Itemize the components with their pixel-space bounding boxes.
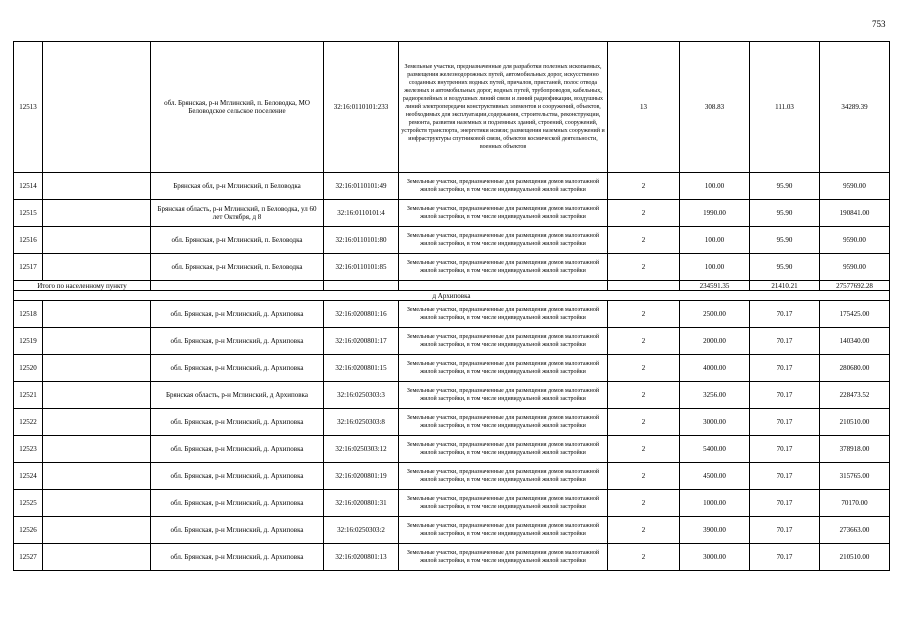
row-number: 12520 bbox=[14, 355, 43, 382]
row-value: 315765.00 bbox=[820, 463, 890, 490]
row-area: 5400.00 bbox=[680, 436, 750, 463]
row-cadastral-number: 32:16:0200801:17 bbox=[324, 328, 399, 355]
row-land-purpose: Земельные участки, предназначенные для размещения домов малоэтажной жилой застройки, в том числе индивидуальной жилой застройки bbox=[399, 409, 608, 436]
row-rate: 70.17 bbox=[750, 517, 820, 544]
table-row bbox=[14, 463, 890, 490]
table-row bbox=[14, 517, 890, 544]
row-number: 12526 bbox=[14, 517, 43, 544]
row-address: обл. Брянская, р-н Мглинский, д. Архиповка bbox=[151, 355, 324, 382]
table-row bbox=[14, 173, 890, 200]
row-number: 12516 bbox=[14, 227, 43, 254]
row-code: 2 bbox=[608, 301, 680, 328]
table-row bbox=[14, 200, 890, 227]
row-blank-cell bbox=[43, 42, 151, 173]
row-land-purpose: Земельные участки, предназначенные для разработки полезных ископаемых, размещения железнодорожных путей, автомобильных дорог, искусственно созданных внутренних водных путей, причалов, пристаней, полос отвода железных и автомобильных дорог, водных путей, трубопроводов, кабельных, радиорелейных и воздушных линий связи и линий радиофикации, воздушных линий электропередачи конструктивных элементов и сооружений, объектов, необходимых для эксплуатации,содержания, строительства, реконструкции, ремонта, развития наземных и подземных зданий, строений, сооружений, устройств транспорта, энергетики исвязи; размещения наземных сооружений и инфраструктуры спутниковой связи, объектов космической деятельности, военных объектов bbox=[399, 42, 608, 173]
row-number: 12513 bbox=[14, 42, 43, 173]
row-rate: 70.17 bbox=[750, 463, 820, 490]
total-blank-cell bbox=[151, 281, 324, 291]
row-value: 9590.00 bbox=[820, 254, 890, 281]
row-rate: 70.17 bbox=[750, 436, 820, 463]
row-cadastral-number: 32:16:0110101:85 bbox=[324, 254, 399, 281]
row-code: 2 bbox=[608, 328, 680, 355]
row-land-purpose: Земельные участки, предназначенные для размещения домов малоэтажной жилой застройки, в том числе индивидуальной жилой застройки bbox=[399, 301, 608, 328]
row-address: обл. Брянская, р-н Мглинский, д. Архиповка bbox=[151, 544, 324, 571]
row-land-purpose: Земельные участки, предназначенные для размещения домов малоэтажной жилой застройки, в том числе индивидуальной жилой застройки bbox=[399, 200, 608, 227]
row-address: обл. Брянская, р-н Мглинский, д. Архиповка bbox=[151, 490, 324, 517]
row-area: 1000.00 bbox=[680, 490, 750, 517]
row-rate: 111.03 bbox=[750, 42, 820, 173]
row-value: 34289.39 bbox=[820, 42, 890, 173]
total-value: 27577692.28 bbox=[820, 281, 890, 291]
row-cadastral-number: 32:16:0200801:16 bbox=[324, 301, 399, 328]
row-number: 12515 bbox=[14, 200, 43, 227]
row-code: 2 bbox=[608, 436, 680, 463]
row-cadastral-number: 32:16:0200801:19 bbox=[324, 463, 399, 490]
table-row bbox=[14, 544, 890, 571]
row-area: 100.00 bbox=[680, 173, 750, 200]
row-cadastral-number: 32:16:0110101:233 bbox=[324, 42, 399, 173]
row-blank-cell bbox=[43, 227, 151, 254]
row-address: обл. Брянская, р-н Мглинский, д. Архиповка bbox=[151, 301, 324, 328]
table-row bbox=[14, 490, 890, 517]
row-cadastral-number: 32:16:0250303:12 bbox=[324, 436, 399, 463]
row-land-purpose: Земельные участки, предназначенные для размещения домов малоэтажной жилой застройки, в том числе индивидуальной жилой застройки bbox=[399, 490, 608, 517]
row-area: 100.00 bbox=[680, 254, 750, 281]
row-address: обл. Брянская, р-н Мглинский, д. Архиповка bbox=[151, 517, 324, 544]
table-row bbox=[14, 301, 890, 328]
row-land-purpose: Земельные участки, предназначенные для размещения домов малоэтажной жилой застройки, в том числе индивидуальной жилой застройки bbox=[399, 227, 608, 254]
row-blank-cell bbox=[43, 544, 151, 571]
row-area: 3000.00 bbox=[680, 544, 750, 571]
total-row bbox=[14, 281, 890, 291]
row-address: обл. Брянская, р-н Мглинский, д. Архиповка bbox=[151, 409, 324, 436]
row-blank-cell bbox=[43, 490, 151, 517]
row-number: 12522 bbox=[14, 409, 43, 436]
table-row bbox=[14, 254, 890, 281]
row-area: 1990.00 bbox=[680, 200, 750, 227]
row-rate: 95.90 bbox=[750, 173, 820, 200]
row-rate: 70.17 bbox=[750, 490, 820, 517]
row-address: обл. Брянская, р-н Мглинский, д. Архиповка bbox=[151, 463, 324, 490]
row-value: 70170.00 bbox=[820, 490, 890, 517]
row-number: 12519 bbox=[14, 328, 43, 355]
row-number: 12523 bbox=[14, 436, 43, 463]
row-rate: 95.90 bbox=[750, 200, 820, 227]
row-value: 9590.00 bbox=[820, 227, 890, 254]
row-cadastral-number: 32:16:0110101:49 bbox=[324, 173, 399, 200]
row-cadastral-number: 32:16:0200801:31 bbox=[324, 490, 399, 517]
row-area: 3900.00 bbox=[680, 517, 750, 544]
total-blank-cell bbox=[399, 281, 608, 291]
row-rate: 70.17 bbox=[750, 301, 820, 328]
row-rate: 70.17 bbox=[750, 328, 820, 355]
row-value: 210510.00 bbox=[820, 544, 890, 571]
row-address: обл. Брянская, р-н Мглинский, п. Беловодка bbox=[151, 254, 324, 281]
row-number: 12521 bbox=[14, 382, 43, 409]
row-cadastral-number: 32:16:0200801:15 bbox=[324, 355, 399, 382]
table-row bbox=[14, 42, 890, 173]
row-address: Брянская область, р-н Мглинский, д Архиповка bbox=[151, 382, 324, 409]
table-row bbox=[14, 328, 890, 355]
row-code: 2 bbox=[608, 409, 680, 436]
table-row bbox=[14, 355, 890, 382]
row-blank-cell bbox=[43, 200, 151, 227]
row-cadastral-number: 32:16:0200801:13 bbox=[324, 544, 399, 571]
row-area: 100.00 bbox=[680, 227, 750, 254]
row-code: 2 bbox=[608, 254, 680, 281]
row-blank-cell bbox=[43, 355, 151, 382]
row-number: 12518 bbox=[14, 301, 43, 328]
row-code: 2 bbox=[608, 173, 680, 200]
page-number: 753 bbox=[872, 19, 886, 29]
row-land-purpose: Земельные участки, предназначенные для размещения домов малоэтажной жилой застройки, в том числе индивидуальной жилой застройки bbox=[399, 173, 608, 200]
row-value: 273663.00 bbox=[820, 517, 890, 544]
row-rate: 70.17 bbox=[750, 355, 820, 382]
row-address: обл. Брянская, р-н Мглинский, д. Архиповка bbox=[151, 436, 324, 463]
table-row bbox=[14, 382, 890, 409]
row-blank-cell bbox=[43, 409, 151, 436]
row-code: 2 bbox=[608, 544, 680, 571]
row-land-purpose: Земельные участки, предназначенные для размещения домов малоэтажной жилой застройки, в том числе индивидуальной жилой застройки bbox=[399, 544, 608, 571]
row-number: 12527 bbox=[14, 544, 43, 571]
row-cadastral-number: 32:16:0250303:8 bbox=[324, 409, 399, 436]
row-number: 12525 bbox=[14, 490, 43, 517]
row-blank-cell bbox=[43, 328, 151, 355]
row-area: 308.83 bbox=[680, 42, 750, 173]
row-code: 2 bbox=[608, 490, 680, 517]
row-land-purpose: Земельные участки, предназначенные для размещения домов малоэтажной жилой застройки, в том числе индивидуальной жилой застройки bbox=[399, 382, 608, 409]
row-area: 4000.00 bbox=[680, 355, 750, 382]
row-cadastral-number: 32:16:0250303:2 bbox=[324, 517, 399, 544]
row-area: 3000.00 bbox=[680, 409, 750, 436]
row-blank-cell bbox=[43, 254, 151, 281]
total-blank-cell bbox=[324, 281, 399, 291]
row-blank-cell bbox=[43, 301, 151, 328]
row-value: 175425.00 bbox=[820, 301, 890, 328]
row-cadastral-number: 32:16:0250303:3 bbox=[324, 382, 399, 409]
row-rate: 70.17 bbox=[750, 382, 820, 409]
total-rate: 21410.21 bbox=[750, 281, 820, 291]
row-code: 2 bbox=[608, 200, 680, 227]
settlement-name: д Архиповка bbox=[14, 291, 890, 301]
row-code: 2 bbox=[608, 355, 680, 382]
row-rate: 95.90 bbox=[750, 227, 820, 254]
row-address: обл. Брянская, р-н Мглинский, п. Беловодка bbox=[151, 227, 324, 254]
row-address: Брянская обл, р-н Мглинский, п Беловодка bbox=[151, 173, 324, 200]
row-address: обл. Брянская, р-н Мглинский, д. Архиповка bbox=[151, 328, 324, 355]
row-rate: 95.90 bbox=[750, 254, 820, 281]
row-number: 12524 bbox=[14, 463, 43, 490]
row-code: 2 bbox=[608, 517, 680, 544]
total-label: Итого по населенному пункту bbox=[14, 281, 151, 291]
row-value: 378918.00 bbox=[820, 436, 890, 463]
row-code: 13 bbox=[608, 42, 680, 173]
row-land-purpose: Земельные участки, предназначенные для размещения домов малоэтажной жилой застройки, в том числе индивидуальной жилой застройки bbox=[399, 517, 608, 544]
row-cadastral-number: 32:16:0110101:4 bbox=[324, 200, 399, 227]
row-blank-cell bbox=[43, 382, 151, 409]
row-land-purpose: Земельные участки, предназначенные для размещения домов малоэтажной жилой застройки, в том числе индивидуальной жилой застройки bbox=[399, 328, 608, 355]
row-value: 280680.00 bbox=[820, 355, 890, 382]
total-area: 234591.35 bbox=[680, 281, 750, 291]
row-land-purpose: Земельные участки, предназначенные для размещения домов малоэтажной жилой застройки, в том числе индивидуальной жилой застройки bbox=[399, 254, 608, 281]
row-rate: 70.17 bbox=[750, 544, 820, 571]
row-area: 2000.00 bbox=[680, 328, 750, 355]
row-rate: 70.17 bbox=[750, 409, 820, 436]
row-area: 2500.00 bbox=[680, 301, 750, 328]
row-area: 3256.00 bbox=[680, 382, 750, 409]
row-land-purpose: Земельные участки, предназначенные для размещения домов малоэтажной жилой застройки, в том числе индивидуальной жилой застройки bbox=[399, 436, 608, 463]
table-row bbox=[14, 227, 890, 254]
row-value: 228473.52 bbox=[820, 382, 890, 409]
row-value: 190841.00 bbox=[820, 200, 890, 227]
row-land-purpose: Земельные участки, предназначенные для размещения домов малоэтажной жилой застройки, в том числе индивидуальной жилой застройки bbox=[399, 463, 608, 490]
row-value: 9590.00 bbox=[820, 173, 890, 200]
row-code: 2 bbox=[608, 227, 680, 254]
table-row bbox=[14, 409, 890, 436]
row-cadastral-number: 32:16:0110101:80 bbox=[324, 227, 399, 254]
row-blank-cell bbox=[43, 517, 151, 544]
row-code: 2 bbox=[608, 382, 680, 409]
row-blank-cell bbox=[43, 173, 151, 200]
row-area: 4500.00 bbox=[680, 463, 750, 490]
row-value: 140340.00 bbox=[820, 328, 890, 355]
row-address: обл. Брянская, р-н Мглинский, п. Беловодка, МО Беловодское сельское поселение bbox=[151, 42, 324, 173]
row-code: 2 bbox=[608, 463, 680, 490]
row-blank-cell bbox=[43, 463, 151, 490]
total-blank-cell bbox=[608, 281, 680, 291]
cadastral-value-table bbox=[13, 41, 890, 571]
row-number: 12514 bbox=[14, 173, 43, 200]
row-blank-cell bbox=[43, 436, 151, 463]
row-value: 210510.00 bbox=[820, 409, 890, 436]
settlement-header-row bbox=[14, 291, 890, 301]
row-land-purpose: Земельные участки, предназначенные для размещения домов малоэтажной жилой застройки, в том числе индивидуальной жилой застройки bbox=[399, 355, 608, 382]
row-number: 12517 bbox=[14, 254, 43, 281]
table-row bbox=[14, 436, 890, 463]
row-address: Брянская область, р-н Мглинский, п Беловодка, ул 60 лет Октября, д 8 bbox=[151, 200, 324, 227]
